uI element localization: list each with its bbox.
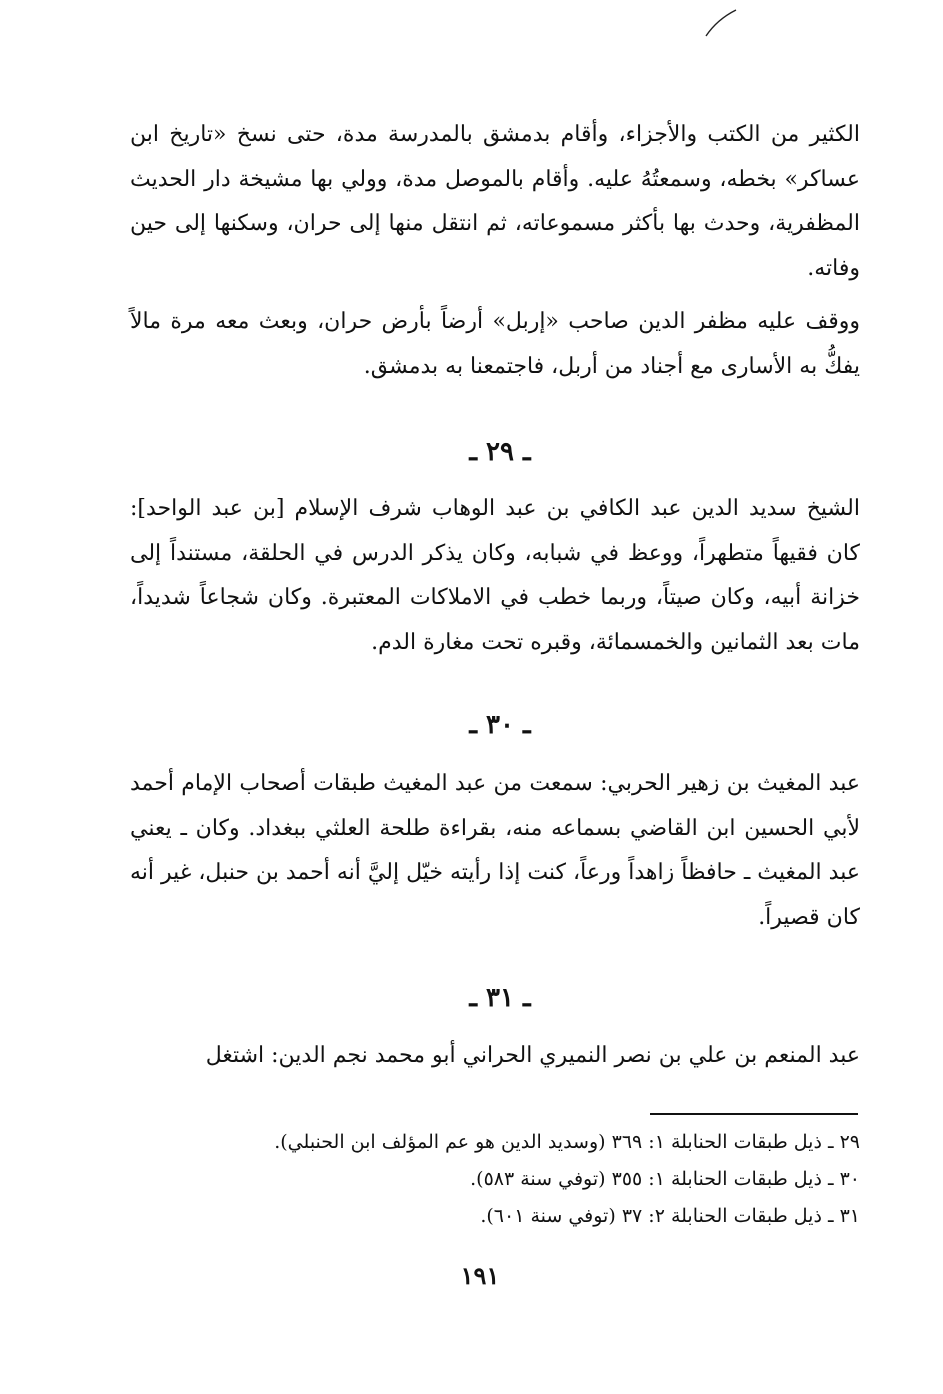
footnotes: [230, 1124, 860, 1235]
footnote-30: ٣٠ ـ ذيل طبقات الحنابلة ١: ٣٥٥ (توفي سنة ٥٨٣).: [470, 1168, 860, 1190]
entry-29-text: [130, 487, 860, 665]
paragraph-continuation: [130, 113, 860, 291]
footnote-29: ٢٩ ـ ذيل طبقات الحنابلة ١: ٣٦٩ (وسديد الدين هو عم المؤلف ابن الحنبلي).: [274, 1131, 860, 1153]
entry-31-text: [130, 1034, 860, 1079]
paragraph-text: عبد المغيث بن زهير الحربي: سمعت من عبد المغيث طبقات أصحاب الإمام أحمد لأبي الحسين ابن القاضي بسماعه منه، بقراءة طلحة العلثي ببغداد. وكان ـ يعني عبد المغيث ـ حافظاً زاهداً ورعاً، كنت إذا رأيته خيّل إليَّ أنه أحمد بن حنبل، غير أنه كان قصيراً.: [130, 771, 860, 930]
paragraph-text: الشيخ سديد الدين عبد الكافي بن عبد الوهاب شرف الإسلام [بن عبد الواحد]: كان فقيهاً متطهراً، ووعظ في شبابه، وكان يذكر الدرس في الحلقة، مستنداً إلى خزانة أبيه، وكان صيتاً، وربما خطب في الاملاكات المعتبرة. وكان شجاعاً شديداً، مات بعد الثمانين والخمسمائة، وقبره تحت مغارة الدم.: [130, 496, 860, 655]
section-heading-29: ـ ٢٩ ـ: [469, 437, 531, 467]
entry-30-text: [130, 762, 860, 940]
footnote-divider: [650, 1113, 858, 1115]
paragraph-text: الكثير من الكتب والأجزاء، وأقام بدمشق بالمدرسة مدة، حتى نسخ «تاريخ ابن عساكر» بخطه، وسمعتُهُ عليه. وأقام بالموصل مدة، وولي بها مشيخة دار الحديث المظفرية، وحدث بها بأكثر مسموعاته، ثم انتقل منها إلى حران، وسكنها إلى حين وفاته.: [130, 122, 860, 281]
page-number: ١٩١: [460, 1261, 500, 1290]
section-heading-30: ـ ٣٠ ـ: [469, 710, 531, 740]
footnote-31: ٣١ ـ ذيل طبقات الحنابلة ٢: ٣٧ (توفي سنة ٦٠١).: [480, 1205, 860, 1227]
section-heading-31: ـ ٣١ ـ: [469, 983, 531, 1013]
paragraph-arbil: [130, 300, 860, 389]
pen-stroke-mark: [700, 6, 740, 40]
paragraph-text: ووقف عليه مظفر الدين صاحب «إربل» أرضاً بأرض حران، وبعث معه مرة مالاً يفكُّ به الأسارى مع أجناد من أربل، فاجتمعنا به بدمشق.: [130, 309, 860, 379]
paragraph-text: عبد المنعم بن علي بن نصر النميري الحراني أبو محمد نجم الدين: اشتغل: [205, 1043, 860, 1068]
